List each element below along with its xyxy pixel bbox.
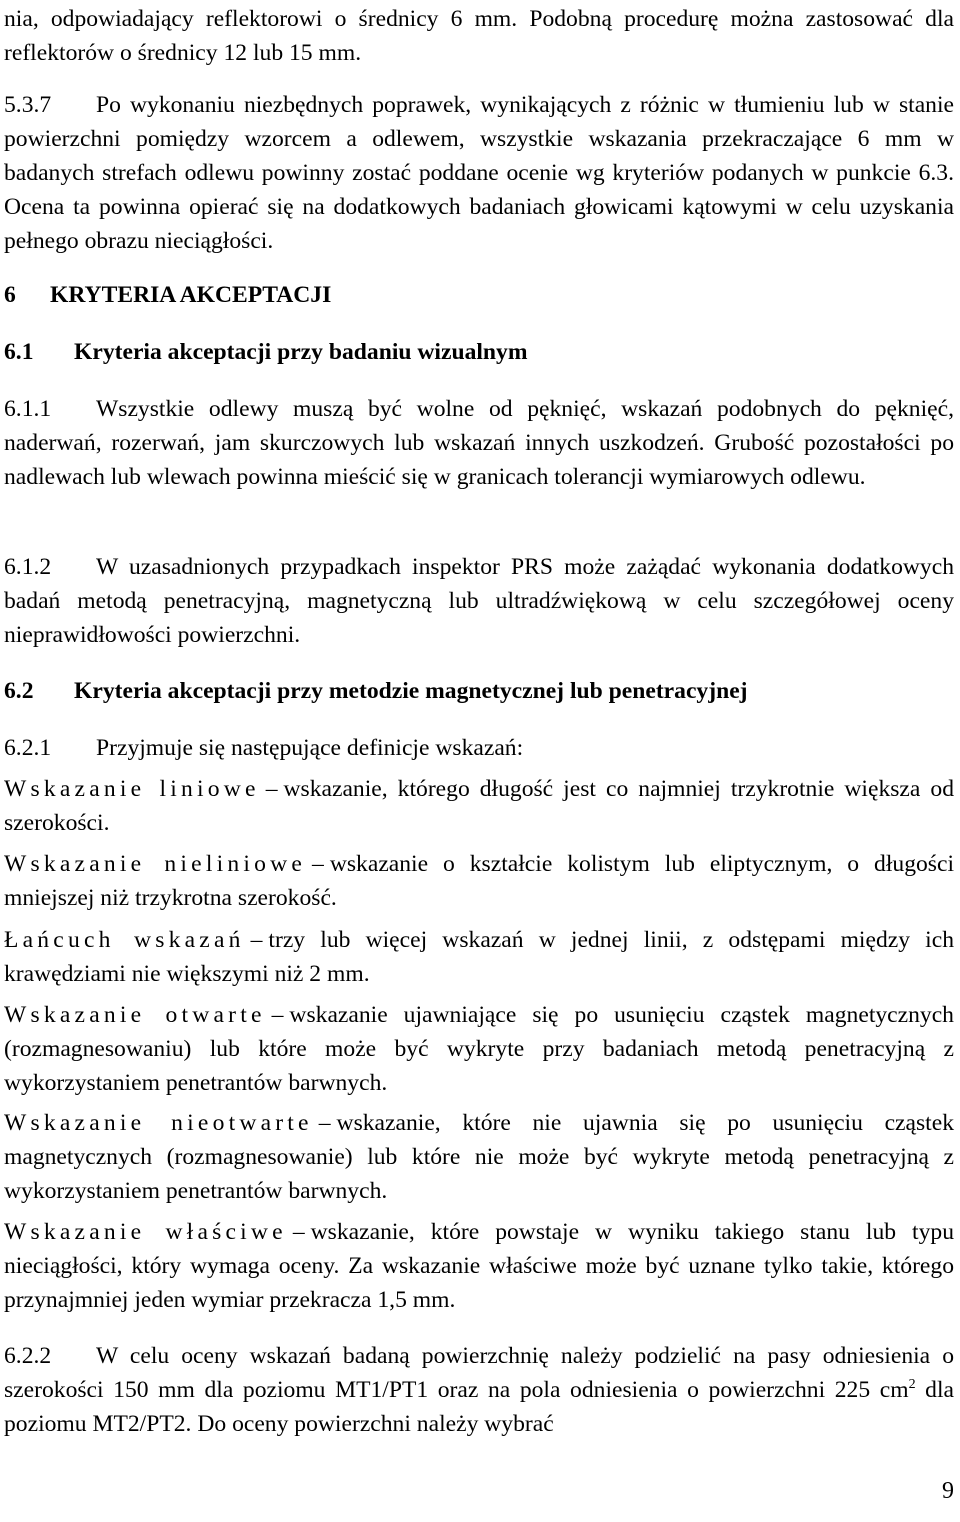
superscript: 2	[908, 1377, 916, 1392]
paragraph-text: Wszystkie odlewy muszą być wolne od pęknięć, wskazań podobnych do pęknięć, naderwań, rozerwań, jam skurczowych lub wskazań innych uszkodzeń. Grubość pozostałości po nadlewach lub wlewach powinna mieścić się w granicach tolerancji wymiarowych odlewu.	[4, 396, 954, 490]
page-number: 9	[942, 1478, 954, 1504]
definition-term: Wskazanie nieliniowe	[4, 851, 307, 877]
section-number: 6.2	[4, 678, 34, 704]
definition-item	[4, 1106, 954, 1208]
definition-text: wskazanie, które nie ujawnia się po usunięciu cząstek magnetycznych (rozmagnesowanie) lub które nie może być wykryte metodą penetracyjną z wykorzystaniem penetrantów barwnych.	[4, 1110, 954, 1204]
paragraph-text: W celu oceny wskazań badaną powierzchnię należy podzielić na pasy odniesienia o szerokości 150 mm dla poziomu MT1/PT1 oraz na pola odniesienia o powierzchni 225 cm	[4, 1343, 954, 1403]
section-title: Kryteria akceptacji przy metodzie magnetycznej lub penetracyjnej	[74, 678, 748, 704]
definition-term: Wskazanie liniowe	[4, 776, 260, 802]
definition-dash: –	[271, 1002, 284, 1028]
definition-text: wskazanie, które powstaje w wyniku takiego stanu lub typu nieciągłości, który wymaga oceny. Za wskazanie właściwe może być uznane tylko takie, którego przynajmniej jeden wymiar przekracza 1,5 mm.	[4, 1219, 954, 1313]
definition-dash: –	[250, 927, 263, 953]
definition-item	[4, 998, 954, 1100]
section-number: 6.1	[4, 339, 34, 365]
section-title: Kryteria akceptacji przy badaniu wizualnym	[74, 339, 528, 365]
definition-text: wskazanie ujawniające się po usunięciu cząstek magnetycznych (rozmagnesowaniu) lub które może być wykryte przy badaniach metodą penetracyjną z wykorzystaniem penetrantów barwnych.	[4, 1002, 954, 1096]
paragraph-text: Przyjmuje się następujące definicje wskazań:	[96, 735, 524, 761]
paragraph-6-1-1	[4, 392, 954, 494]
section-heading-6	[4, 278, 331, 312]
intro-paragraph: nia, odpowiadający reflektorowi o średnicy 6 mm. Podobną procedurę można zastosować dla reflektorów o średnicy 12 lub 15 mm.	[4, 6, 954, 66]
definition-item	[4, 1215, 954, 1317]
definition-dash: –	[318, 1110, 331, 1136]
definition-item	[4, 923, 954, 991]
paragraph-number: 6.1.2	[4, 554, 52, 580]
paragraph-text-continued: dla poziomu MT2/PT2. Do oceny powierzchni należy wybrać	[4, 1377, 954, 1437]
paragraph-number: 6.2.2	[4, 1343, 52, 1369]
section-title: KRYTERIA AKCEPTACJI	[50, 282, 332, 308]
definition-dash: –	[312, 851, 324, 877]
definition-item	[4, 772, 954, 840]
section-heading-6-2	[4, 674, 748, 708]
definition-text: wskazanie o kształcie kolistym lub eliptycznym, o długości mniejszej niż trzykrotna szerokość.	[4, 851, 954, 911]
paragraph-text: W uzasadnionych przypadkach inspektor PRS może zażądać wykonania dodatkowych badań metodą penetracyjną, magnetyczną lub ultradźwiękową w celu szczegółowej oceny nieprawidłowości powierzchni.	[4, 554, 954, 648]
paragraph-text: Po wykonaniu niezbędnych poprawek, wynikających z różnic w tłumieniu lub w stanie powierzchni pomiędzy wzorcem a odlewem, wszystkie wskazania przekraczające 6 mm w badanych strefach odlewu powinny zostać poddane ocenie wg kryteriów podanych w punkcie 6.3. Ocena ta powinna opierać się na dodatkowych badaniach głowicami kątowymi w celu uzyskania pełnego obrazu nieciągłości.	[4, 92, 954, 254]
definition-item	[4, 847, 954, 915]
paragraph-6-2-2	[4, 1339, 954, 1441]
paragraph-5-3-7	[4, 88, 954, 258]
definition-term: Łańcuch wskazań	[4, 927, 245, 953]
definition-text: trzy lub więcej wskazań w jednej linii, z odstępami między ich krawędziami nie większymi niż 2 mm.	[4, 927, 954, 987]
definition-dash: –	[292, 1219, 305, 1245]
paragraph-number: 5.3.7	[4, 92, 52, 118]
paragraph-number: 6.1.1	[4, 396, 52, 422]
section-heading-6-1	[4, 335, 528, 369]
definition-text: wskazanie, którego długość jest co najmniej trzykrotnie większa od szerokości.	[4, 776, 954, 836]
definition-dash: –	[265, 776, 278, 802]
section-number: 6	[4, 282, 16, 308]
definition-term: Wskazanie właściwe	[4, 1219, 287, 1245]
paragraph-number: 6.2.1	[4, 735, 52, 761]
definition-term: Wskazanie otwarte	[4, 1002, 266, 1028]
definition-term: Wskazanie nieotwarte	[4, 1110, 313, 1136]
paragraph-6-1-2	[4, 550, 954, 652]
paragraph-6-2-1	[4, 731, 954, 765]
